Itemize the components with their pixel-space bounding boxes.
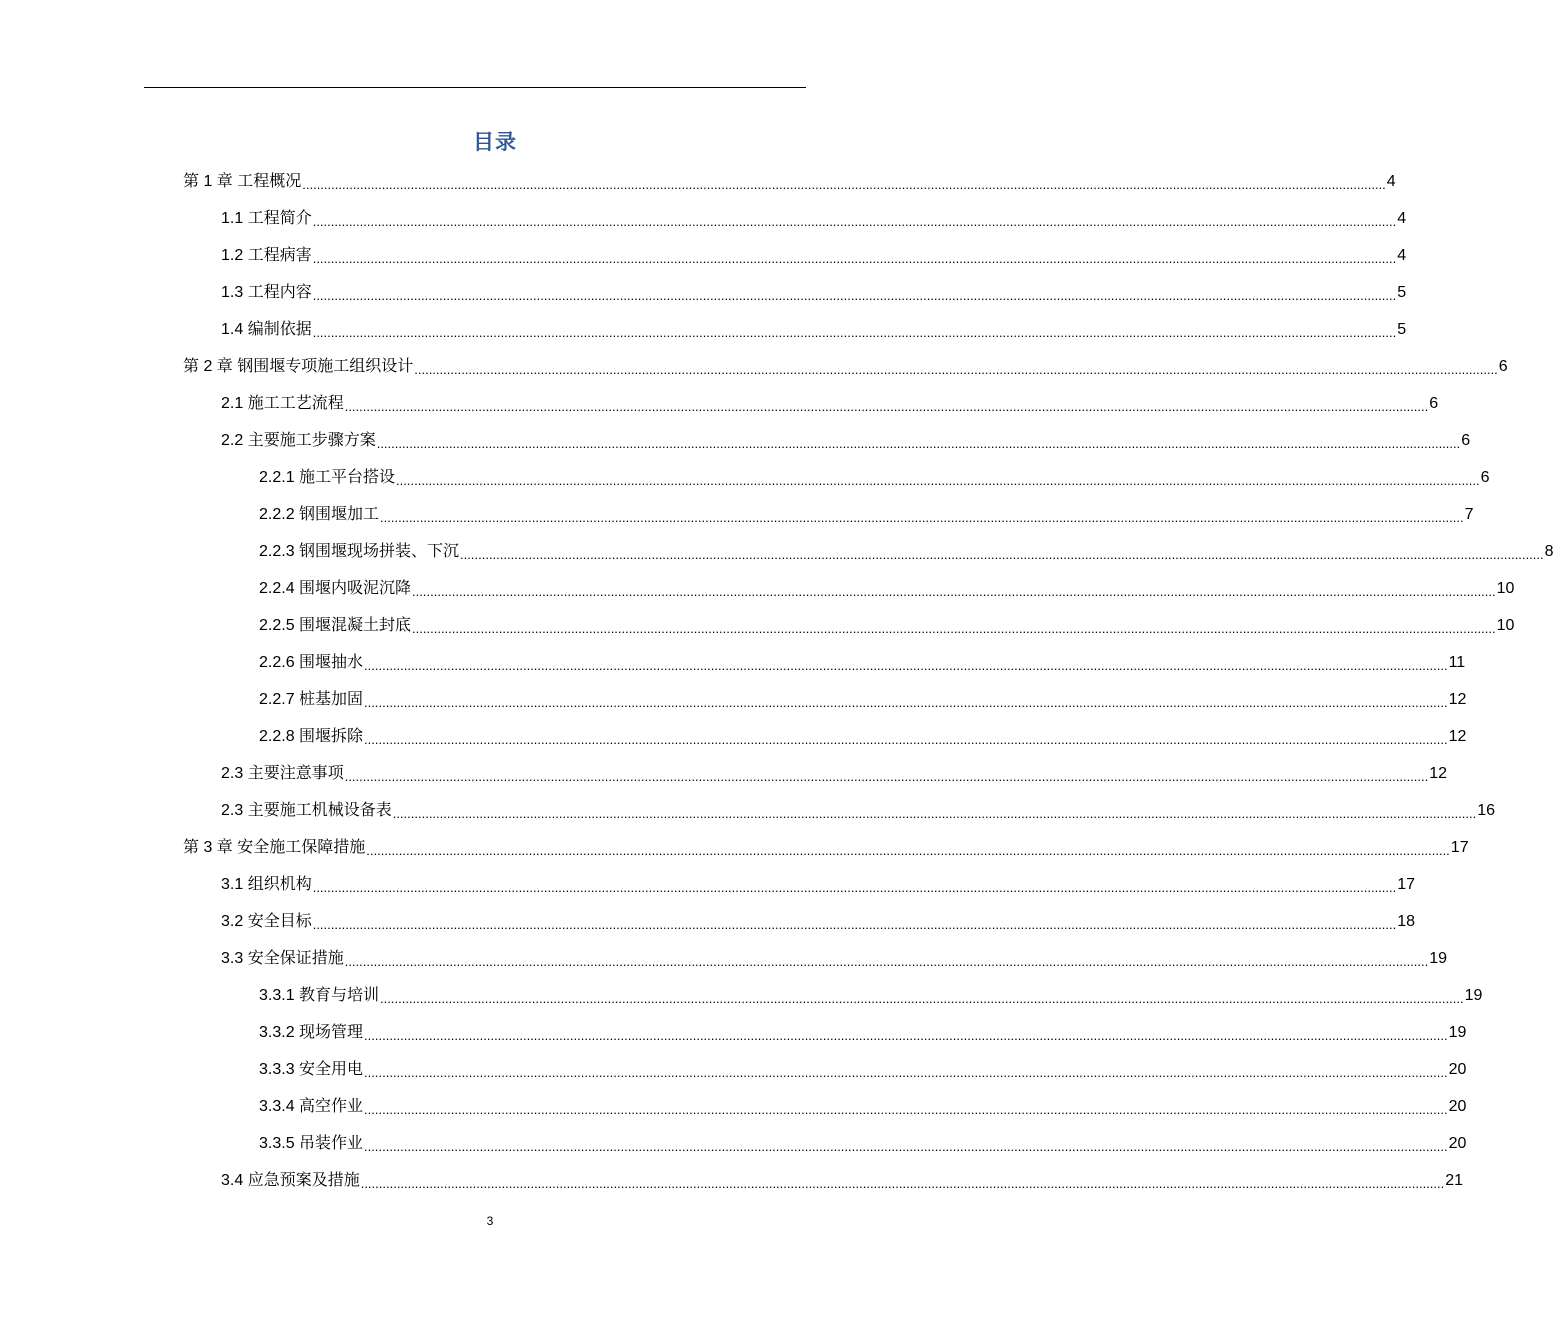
toc-dot-leader: ............................................................................................................................................................................................................................................................................................................ (364, 1102, 1448, 1117)
toc-entry-page: 5 (1397, 320, 1407, 338)
toc-entry-page: 21 (1445, 1171, 1464, 1189)
toc-entry[interactable] (0, 200, 1407, 237)
toc-entry-page: 20 (1448, 1097, 1467, 1115)
toc-dot-leader: ............................................................................................................................................................................................................................................................................................................ (360, 1176, 1445, 1191)
toc-entry-page: 6 (1461, 431, 1471, 449)
toc-entry-page: 20 (1448, 1060, 1467, 1078)
toc-entry-text: 3.4 应急预案及措施 (221, 1171, 360, 1189)
toc-entry[interactable] (0, 644, 1466, 681)
toc-entry-text: 3.3 安全保证措施 (221, 949, 344, 967)
toc-entry-page: 20 (1448, 1134, 1467, 1152)
toc-entry-text: 2.2.2 钢围堰加工 (259, 505, 380, 523)
toc-entry-page: 16 (1477, 801, 1496, 819)
toc-entry[interactable] (0, 459, 1490, 496)
toc-entry[interactable] (0, 866, 1416, 903)
toc-entry-text: 2.2.5 围堰混凝土封底 (259, 616, 412, 634)
toc-entry[interactable] (0, 422, 1471, 459)
toc-dot-leader: ............................................................................................................................................................................................................................................................................................................ (392, 806, 1477, 821)
toc-entry-page: 11 (1448, 653, 1466, 671)
toc-entry[interactable] (0, 903, 1416, 940)
toc-entry[interactable] (0, 1088, 1467, 1125)
toc-entry[interactable] (0, 496, 1474, 533)
toc-entry-text: 2.1 施工工艺流程 (221, 394, 344, 412)
toc-dot-leader: ............................................................................................................................................................................................................................................................................................................ (380, 510, 1464, 525)
toc-entry[interactable] (0, 718, 1467, 755)
toc-entry-text: 3.3.2 现场管理 (259, 1023, 364, 1041)
toc-entry-text: 1.4 编制依据 (221, 320, 312, 338)
header-rule (144, 87, 806, 88)
toc-entry-page: 12 (1448, 690, 1467, 708)
toc-entry[interactable] (0, 755, 1448, 792)
toc-entry-page: 7 (1464, 505, 1474, 523)
toc-entry-text: 1.2 工程病害 (221, 246, 312, 264)
toc-entry-text: 第 3 章 安全施工保障措施 (183, 838, 366, 856)
toc-entry-text: 2.2.1 施工平台搭设 (259, 468, 396, 486)
toc-entry-text: 3.1 组织机构 (221, 875, 312, 893)
toc-entry[interactable] (0, 977, 1483, 1014)
toc-entry-page: 18 (1397, 912, 1416, 930)
toc-entry[interactable] (0, 681, 1467, 718)
toc-dot-leader: ............................................................................................................................................................................................................................................................................................................ (412, 621, 1496, 636)
page-number: 3 (486, 1214, 494, 1228)
toc-dot-leader: ............................................................................................................................................................................................................................................................................................................ (312, 214, 1397, 229)
toc-entry[interactable] (0, 348, 1508, 385)
toc-entry[interactable] (0, 385, 1439, 422)
toc-entry[interactable] (0, 1162, 1464, 1199)
toc-entry[interactable] (0, 533, 1554, 570)
toc-list (0, 163, 1554, 1199)
toc-title: 目录 (473, 131, 517, 154)
toc-entry-page: 17 (1397, 875, 1416, 893)
toc-dot-leader: ............................................................................................................................................................................................................................................................................................................ (344, 399, 1429, 414)
toc-entry-page: 12 (1448, 727, 1467, 745)
toc-dot-leader: ............................................................................................................................................................................................................................................................................................................ (302, 177, 1386, 192)
toc-dot-leader: ............................................................................................................................................................................................................................................................................................................ (412, 584, 1496, 599)
toc-entry-page: 8 (1544, 542, 1554, 560)
toc-entry-text: 第 1 章 工程概况 (183, 172, 302, 190)
toc-entry-page: 19 (1464, 986, 1483, 1004)
toc-entry-text: 2.2.4 围堰内吸泥沉降 (259, 579, 412, 597)
toc-entry[interactable] (0, 607, 1515, 644)
toc-entry-page: 6 (1480, 468, 1490, 486)
toc-entry-page: 19 (1429, 949, 1448, 967)
toc-entry-page: 4 (1397, 209, 1407, 227)
toc-entry-text: 2.2.6 围堰抽水 (259, 653, 364, 671)
toc-dot-leader: ............................................................................................................................................................................................................................................................................................................ (364, 1065, 1448, 1080)
toc-dot-leader: ............................................................................................................................................................................................................................................................................................................ (364, 1028, 1448, 1043)
toc-entry[interactable] (0, 829, 1469, 866)
toc-dot-leader: ............................................................................................................................................................................................................................................................................................................ (376, 436, 1461, 451)
toc-dot-leader: ............................................................................................................................................................................................................................................................................................................ (364, 1139, 1448, 1154)
toc-entry-page: 17 (1450, 838, 1469, 856)
toc-entry-text: 1.1 工程简介 (221, 209, 312, 227)
toc-entry-page: 6 (1498, 357, 1508, 375)
toc-entry[interactable] (0, 792, 1496, 829)
toc-entry[interactable] (0, 1014, 1467, 1051)
toc-entry-page: 10 (1496, 616, 1515, 634)
toc-entry-page: 4 (1397, 246, 1407, 264)
toc-dot-leader: ............................................................................................................................................................................................................................................................................................................ (312, 251, 1397, 266)
toc-entry-text: 3.3.3 安全用电 (259, 1060, 364, 1078)
toc-entry-page: 12 (1429, 764, 1448, 782)
toc-entry[interactable] (0, 237, 1407, 274)
toc-entry-text: 3.3.5 吊装作业 (259, 1134, 364, 1152)
toc-entry-text: 2.2.8 围堰拆除 (259, 727, 364, 745)
toc-entry-text: 第 2 章 钢围堰专项施工组织设计 (183, 357, 414, 375)
toc-entry[interactable] (0, 940, 1448, 977)
toc-dot-leader: ............................................................................................................................................................................................................................................................................................................ (414, 362, 1498, 377)
toc-entry-text: 3.3.4 高空作业 (259, 1097, 364, 1115)
toc-entry-text: 2.2 主要施工步骤方案 (221, 431, 376, 449)
toc-dot-leader: ............................................................................................................................................................................................................................................................................................................ (312, 288, 1397, 303)
toc-entry[interactable] (0, 274, 1407, 311)
toc-entry-page: 4 (1386, 172, 1396, 190)
toc-entry-text: 2.2.7 桩基加固 (259, 690, 364, 708)
toc-dot-leader: ............................................................................................................................................................................................................................................................................................................ (460, 547, 1544, 562)
toc-entry-page: 19 (1448, 1023, 1467, 1041)
toc-entry-text: 2.2.3 钢围堰现场拼装、下沉 (259, 542, 460, 560)
toc-dot-leader: ............................................................................................................................................................................................................................................................................................................ (344, 769, 1429, 784)
toc-entry-page: 5 (1397, 283, 1407, 301)
toc-entry[interactable] (0, 1051, 1467, 1088)
toc-entry-text: 3.3.1 教育与培训 (259, 986, 380, 1004)
toc-entry-text: 2.3 主要注意事项 (221, 764, 344, 782)
toc-dot-leader: ............................................................................................................................................................................................................................................................................................................ (312, 880, 1397, 895)
toc-entry[interactable] (0, 311, 1407, 348)
toc-dot-leader: ............................................................................................................................................................................................................................................................................................................ (364, 658, 1448, 673)
toc-entry-page: 10 (1496, 579, 1515, 597)
toc-dot-leader: ............................................................................................................................................................................................................................................................................................................ (364, 732, 1448, 747)
toc-entry-text: 3.2 安全目标 (221, 912, 312, 930)
toc-dot-leader: ............................................................................................................................................................................................................................................................................................................ (366, 843, 1450, 858)
toc-dot-leader: ............................................................................................................................................................................................................................................................................................................ (344, 954, 1429, 969)
toc-entry-page: 6 (1429, 394, 1439, 412)
toc-entry-text: 1.3 工程内容 (221, 283, 312, 301)
toc-entry[interactable] (0, 1125, 1467, 1162)
toc-dot-leader: ............................................................................................................................................................................................................................................................................................................ (396, 473, 1480, 488)
toc-dot-leader: ............................................................................................................................................................................................................................................................................................................ (380, 991, 1464, 1006)
toc-entry[interactable] (0, 570, 1515, 607)
toc-dot-leader: ............................................................................................................................................................................................................................................................................................................ (312, 325, 1397, 340)
toc-dot-leader: ............................................................................................................................................................................................................................................................................................................ (312, 917, 1397, 932)
toc-dot-leader: ............................................................................................................................................................................................................................................................................................................ (364, 695, 1448, 710)
toc-entry[interactable] (0, 163, 1396, 200)
toc-entry-text: 2.3 主要施工机械设备表 (221, 801, 392, 819)
